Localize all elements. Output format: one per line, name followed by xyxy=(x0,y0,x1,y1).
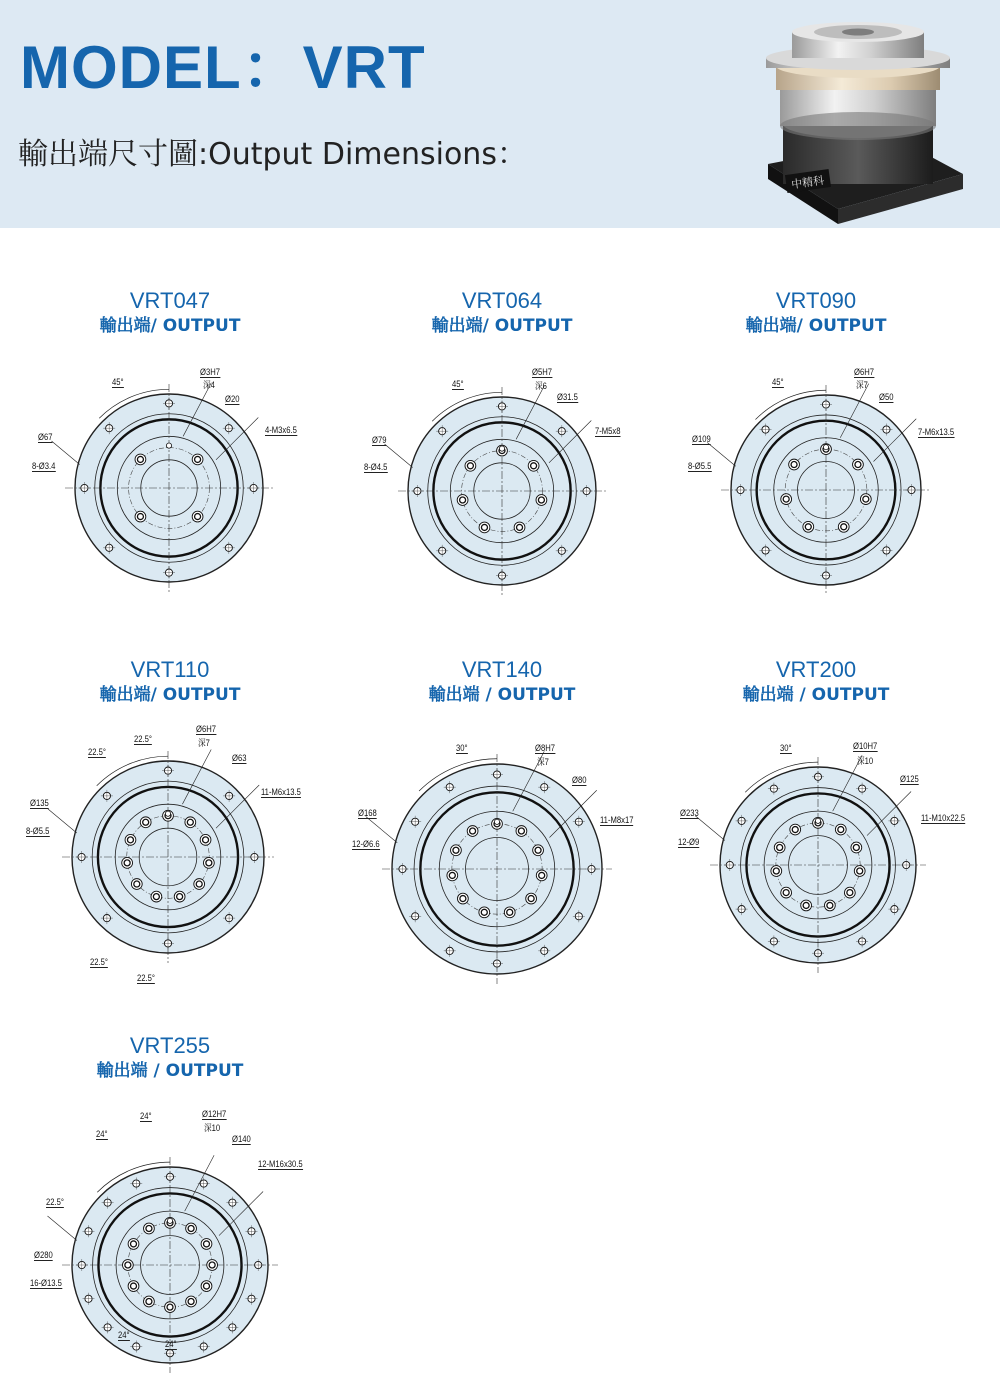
tapped-hole xyxy=(451,845,462,856)
dowel-hole xyxy=(815,818,820,823)
tapped-hole xyxy=(200,834,211,845)
mount-holes-label: 12-Ø9 xyxy=(678,837,700,847)
leader-line xyxy=(385,444,413,468)
tapped-hole xyxy=(860,494,871,505)
tapped-hole xyxy=(192,454,203,465)
product-badge: 中精科 xyxy=(790,173,825,192)
pcd-label: Ø20 xyxy=(225,394,240,404)
output-label: 輸出端/ OUTPUT xyxy=(431,316,573,336)
page-subtitle: 輸出端尺寸圖:Output Dimensions： xyxy=(18,137,527,172)
tapped-hole xyxy=(201,1281,212,1292)
mount-holes-label: 8-Ø3.4 xyxy=(32,461,56,471)
tapped-hole xyxy=(144,1223,155,1234)
model-panel-vrt200 xyxy=(666,657,966,1017)
tapped-hole xyxy=(128,1239,139,1250)
flange-drawing xyxy=(666,348,966,648)
tapped-hole xyxy=(479,522,490,533)
dowel-hole xyxy=(499,446,504,451)
tapped-hole xyxy=(467,826,478,837)
header-band xyxy=(0,0,1000,228)
tapped-hole xyxy=(516,826,527,837)
mount-holes-label: 16-Ø13.5 xyxy=(30,1278,62,1288)
angle-label-bottom: 24° xyxy=(118,1330,130,1340)
mount-holes-label: 8-Ø5.5 xyxy=(26,826,50,836)
tapped-hole xyxy=(122,857,133,868)
output-label: 輸出端 / OUTPUT xyxy=(742,685,890,705)
tapped-hole xyxy=(165,1302,176,1313)
tapped-hole xyxy=(122,1260,133,1271)
model-name: VRT140 xyxy=(461,657,543,682)
leader-line xyxy=(52,441,80,465)
tapped-hole xyxy=(514,522,525,533)
tapped-hole xyxy=(203,857,214,868)
tapped-hole xyxy=(135,454,146,465)
pcd-label: Ø50 xyxy=(879,392,894,402)
page-title: MODEL：VRT xyxy=(20,34,426,101)
depth-label: 深7 xyxy=(198,738,210,748)
angle-label: 45° xyxy=(772,377,784,387)
flange-drawing xyxy=(352,717,652,1017)
output-label: 輸出端 / OUTPUT xyxy=(428,685,576,705)
tapped-hole xyxy=(186,1223,197,1234)
mount-holes-label: 8-Ø4.5 xyxy=(364,462,388,472)
angle-label-left: 22.5° xyxy=(88,747,106,757)
tapped-hole xyxy=(803,521,814,532)
tapped-hole xyxy=(504,907,515,918)
depth-label: 深10 xyxy=(204,1123,221,1133)
tapped-hole xyxy=(479,907,490,918)
angle-label: 24° xyxy=(140,1111,152,1121)
outer-diameter-label: Ø67 xyxy=(38,432,53,442)
tapped-hole xyxy=(135,511,146,522)
depth-label: 深4 xyxy=(203,380,215,390)
outer-diameter-label: Ø168 xyxy=(358,808,377,818)
tap-label: 12-M16x30.5 xyxy=(258,1159,303,1169)
tapped-hole xyxy=(207,1260,218,1271)
leader-line xyxy=(48,1216,77,1241)
tapped-hole xyxy=(844,887,855,898)
tapped-hole xyxy=(781,887,792,898)
tapped-hole xyxy=(854,866,865,877)
model-name: VRT255 xyxy=(129,1033,211,1058)
tapped-hole xyxy=(824,900,835,911)
tapped-hole xyxy=(789,459,800,470)
output-label: 輸出端/ OUTPUT xyxy=(99,316,241,336)
output-label: 輸出端/ OUTPUT xyxy=(99,685,241,705)
model-panel-vrt090 xyxy=(666,288,966,648)
model-name: VRT047 xyxy=(129,288,211,313)
dowel-hole xyxy=(167,1218,172,1223)
angle-label: 30° xyxy=(456,743,468,753)
pcd-label: Ø31.5 xyxy=(557,392,578,402)
pcd-label: Ø125 xyxy=(900,774,919,784)
dowel-hole xyxy=(494,819,499,824)
output-label: 輸出端 / OUTPUT xyxy=(96,1061,244,1081)
tapped-hole xyxy=(457,893,468,904)
leader-line xyxy=(48,809,77,833)
tapped-hole xyxy=(201,1239,212,1250)
tapped-hole xyxy=(125,834,136,845)
outer-diameter-label: Ø79 xyxy=(372,435,387,445)
tapped-hole xyxy=(536,495,547,506)
depth-label: 深10 xyxy=(857,756,874,766)
outer-diameter-label: Ø109 xyxy=(692,434,711,444)
flange-drawing xyxy=(666,717,966,1017)
dowel-hole xyxy=(166,443,171,448)
flange-drawing xyxy=(20,717,320,1017)
tapped-hole xyxy=(801,900,812,911)
angle-label-bottom: 22.5° xyxy=(90,957,108,967)
angle-label: 22.5° xyxy=(134,734,152,744)
angle-label-left: 24° xyxy=(96,1129,108,1139)
pcd-label: Ø140 xyxy=(232,1134,251,1144)
bore-label: Ø8H7 xyxy=(535,743,555,753)
tapped-hole xyxy=(781,494,792,505)
model-name: VRT110 xyxy=(130,657,210,682)
angle-label: 30° xyxy=(780,743,792,753)
tapped-hole xyxy=(186,1296,197,1307)
tapped-hole xyxy=(465,460,476,471)
depth-label: 深7 xyxy=(537,757,549,767)
flange-drawing xyxy=(20,348,320,648)
model-name: VRT064 xyxy=(461,288,543,313)
bore-label: Ø3H7 xyxy=(200,367,220,377)
model-panel-vrt064 xyxy=(352,288,652,648)
gearbox-product-image xyxy=(758,14,988,224)
tapped-hole xyxy=(131,879,142,890)
bore-label: Ø6H7 xyxy=(854,367,874,377)
depth-label: 深6 xyxy=(535,381,547,391)
tap-label: 7-M5x8 xyxy=(595,426,621,436)
leader-line xyxy=(707,443,736,467)
tapped-hole xyxy=(851,842,862,853)
leader-line xyxy=(696,816,725,841)
pcd-label: Ø80 xyxy=(572,775,587,785)
bore-label: Ø6H7 xyxy=(196,724,216,734)
dowel-hole xyxy=(823,445,828,450)
angle-label-side: 22.5° xyxy=(46,1197,64,1207)
bore-label: Ø12H7 xyxy=(202,1109,227,1119)
mount-holes-label: 12-Ø6.6 xyxy=(352,839,380,849)
pcd-label: Ø63 xyxy=(232,753,247,763)
tap-label: 11-M6x13.5 xyxy=(261,787,301,797)
outer-diameter-label: Ø135 xyxy=(30,798,49,808)
tapped-hole xyxy=(144,1296,155,1307)
tapped-hole xyxy=(774,842,785,853)
tapped-hole xyxy=(835,824,846,835)
tapped-hole xyxy=(457,495,468,506)
output-label: 輸出端/ OUTPUT xyxy=(745,316,887,336)
tap-label: 11-M8x17 xyxy=(600,815,634,825)
model-panel-vrt110 xyxy=(20,657,320,1017)
tapped-hole xyxy=(128,1281,139,1292)
tapped-hole xyxy=(194,879,205,890)
outer-diameter-label: Ø280 xyxy=(34,1250,53,1260)
tapped-hole xyxy=(526,893,537,904)
depth-label: 深7 xyxy=(856,380,868,390)
model-name: VRT090 xyxy=(775,288,857,313)
tapped-hole xyxy=(174,891,185,902)
tapped-hole xyxy=(528,460,539,471)
tap-label: 11-M10x22.5 xyxy=(921,813,966,823)
model-name: VRT200 xyxy=(775,657,857,682)
tapped-hole xyxy=(151,891,162,902)
tapped-hole xyxy=(790,824,801,835)
tapped-hole xyxy=(533,845,544,856)
angle-label: 45° xyxy=(112,377,124,387)
model-panel-vrt047 xyxy=(20,288,320,648)
dowel-hole xyxy=(165,811,170,816)
tapped-hole xyxy=(838,521,849,532)
tapped-hole xyxy=(140,817,151,828)
mount-holes-label: 8-Ø5.5 xyxy=(688,461,712,471)
tap-label: 4-M3x6.5 xyxy=(265,425,297,435)
tapped-hole xyxy=(771,866,782,877)
model-panel-vrt140 xyxy=(352,657,652,1017)
tap-label: 7-M6x13.5 xyxy=(918,427,955,437)
angle-label-bottom-2: 24° xyxy=(165,1339,177,1349)
tapped-hole xyxy=(192,511,203,522)
bore-label: Ø10H7 xyxy=(853,741,878,751)
model-panel-vrt255 xyxy=(20,1033,320,1393)
tapped-hole xyxy=(853,459,864,470)
tapped-hole xyxy=(447,870,458,881)
outer-diameter-label: Ø233 xyxy=(680,808,699,818)
angle-label-bottom-2: 22.5° xyxy=(137,973,155,983)
bore-label: Ø5H7 xyxy=(532,367,552,377)
tapped-hole xyxy=(536,870,547,881)
flange-drawing xyxy=(352,348,652,648)
angle-label: 45° xyxy=(452,379,464,389)
tapped-hole xyxy=(185,817,196,828)
